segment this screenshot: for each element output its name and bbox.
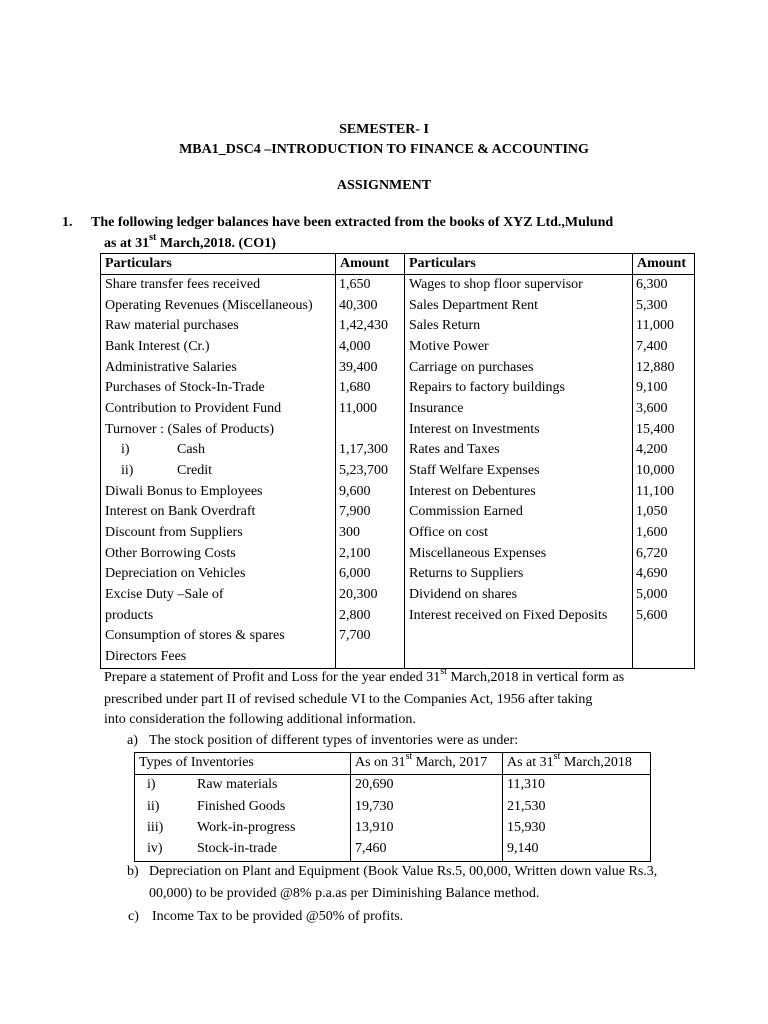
- particulars-cell: Diwali Bonus to Employees: [101, 482, 336, 503]
- amount-cell: [336, 420, 405, 441]
- amount-cell: 1,050: [633, 502, 695, 523]
- particulars-cell: [101, 461, 336, 482]
- particulars-cell: Discount from Suppliers: [101, 523, 336, 544]
- particulars-cell: [101, 440, 336, 461]
- inventory-type-text: Stock-in-trade: [197, 841, 278, 857]
- inventory-body: [135, 775, 651, 862]
- roman-numeral: ii): [147, 798, 160, 814]
- assignment-heading: ASSIGNMENT: [336, 178, 432, 193]
- value-2017-cell: 20,690: [351, 775, 503, 797]
- table-row: [101, 564, 695, 585]
- semester-heading: SEMESTER- I: [339, 122, 429, 137]
- table-row: [101, 606, 695, 627]
- inventory-type-text: Finished Goods: [197, 798, 286, 814]
- table-row: [101, 544, 695, 565]
- amount-cell: 11,100: [633, 482, 695, 503]
- inventory-header-2018: As at 31st March,2018: [503, 753, 651, 775]
- inventory-type-text: Raw materials: [197, 777, 278, 792]
- particulars-cell: Dividend on shares: [405, 585, 633, 606]
- particulars-cell: [405, 647, 633, 668]
- particulars-cell: Sales Department Rent: [405, 296, 633, 317]
- particulars-cell: Contribution to Provident Fund: [101, 399, 336, 420]
- particulars-cell: Rates and Taxes: [405, 440, 633, 461]
- particulars-cell: Administrative Salaries: [101, 358, 336, 379]
- particulars-cell: Interest on Bank Overdraft: [101, 502, 336, 523]
- table-row: [101, 337, 695, 358]
- ledger-header-row: [101, 254, 695, 275]
- amount-cell: 12,880: [633, 358, 695, 379]
- particulars-cell: Returns to Suppliers: [405, 564, 633, 585]
- ledger-balances-table: [100, 253, 695, 669]
- table-row: [101, 358, 695, 379]
- particulars-cell: Other Borrowing Costs: [101, 544, 336, 565]
- item-c-text: Income Tax to be provided @50% of profits.: [152, 909, 404, 924]
- amount-cell: 39,400: [336, 358, 405, 379]
- table-row: [101, 482, 695, 503]
- particulars-cell: Interest on Investments: [405, 420, 633, 441]
- amount-cell: 1,680: [336, 378, 405, 399]
- particulars-cell: Insurance: [405, 399, 633, 420]
- value-2018-cell: 15,930: [503, 818, 651, 839]
- question-number: 1.: [62, 215, 73, 230]
- particulars-cell: [405, 626, 633, 647]
- amount-cell: 11,000: [633, 316, 695, 337]
- amount-cell: 11,000: [336, 399, 405, 420]
- amount-cell: 7,700: [336, 626, 405, 647]
- ledger-body: [101, 275, 695, 669]
- table-row: [101, 275, 695, 296]
- amount-cell: [633, 647, 695, 668]
- table-row: [101, 647, 695, 668]
- amount-cell: 1,600: [633, 523, 695, 544]
- particulars-cell: Directors Fees: [101, 647, 336, 668]
- table-row: [101, 523, 695, 544]
- table-row: [101, 440, 695, 461]
- particulars-cell: products: [101, 606, 336, 627]
- amount-cell: 300: [336, 523, 405, 544]
- item-a-label: a): [127, 733, 138, 748]
- particulars-cell: Office on cost: [405, 523, 633, 544]
- header-particulars-left: Particulars: [101, 254, 336, 275]
- amount-cell: 4,000: [336, 337, 405, 358]
- inventory-type-text: Work-in-progress: [197, 819, 296, 835]
- particulars-cell: Commission Earned: [405, 502, 633, 523]
- value-2017-cell: 19,730: [351, 797, 503, 818]
- roman-numeral: iii): [147, 819, 164, 835]
- inventory-header-type: Types of Inventories: [135, 753, 351, 775]
- table-row: [101, 461, 695, 482]
- table-row: [101, 399, 695, 420]
- item-a-text: The stock position of different types of inventories were as under:: [149, 733, 519, 748]
- amount-cell: 6,300: [633, 275, 695, 296]
- particulars-cell: Raw material purchases: [101, 316, 336, 337]
- table-row: [101, 316, 695, 337]
- value-2018-cell: 11,310: [503, 775, 651, 797]
- amount-cell: 6,720: [633, 544, 695, 565]
- item-b-line-1: Depreciation on Plant and Equipment (Book Value Rs.5, 00,000, Written down value Rs.3,: [149, 864, 658, 879]
- amount-cell: 5,300: [633, 296, 695, 317]
- value-2018-cell: 9,140: [503, 839, 651, 861]
- particulars-cell: Share transfer fees received: [101, 275, 336, 296]
- item-c-label: c): [128, 909, 139, 924]
- particulars-cell: Depreciation on Vehicles: [101, 564, 336, 585]
- table-row: [101, 585, 695, 606]
- amount-cell: 5,000: [633, 585, 695, 606]
- table-row: [101, 502, 695, 523]
- amount-cell: 3,600: [633, 399, 695, 420]
- amount-cell: 2,100: [336, 544, 405, 565]
- amount-cell: 5,23,700: [336, 461, 405, 482]
- roman-numeral: ii): [121, 463, 134, 479]
- inventory-header-2017: As on 31st March, 2017: [351, 753, 503, 775]
- header-amount-right: Amount: [633, 254, 695, 275]
- table-row: [101, 626, 695, 647]
- item-b-line-2: 00,000) to be provided @8% p.a.as per Diminishing Balance method.: [149, 886, 540, 901]
- amount-cell: 1,42,430: [336, 316, 405, 337]
- amount-cell: 1,650: [336, 275, 405, 296]
- amount-cell: 2,800: [336, 606, 405, 627]
- amount-cell: 20,300: [336, 585, 405, 606]
- roman-numeral: iv): [147, 841, 163, 857]
- particulars-cell: Excise Duty –Sale of: [101, 585, 336, 606]
- particulars-text: Cash: [177, 442, 205, 458]
- particulars-cell: Turnover : (Sales of Products): [101, 420, 336, 441]
- particulars-cell: Interest on Debentures: [405, 482, 633, 503]
- table-row: [101, 378, 695, 399]
- amount-cell: 7,900: [336, 502, 405, 523]
- question-line-2: as at 31st March,2018. (CO1): [104, 232, 276, 251]
- instruction-line-1: Prepare a statement of Profit and Loss for the year ended 31st March,2018 in vertical form as: [104, 666, 625, 685]
- amount-cell: 6,000: [336, 564, 405, 585]
- particulars-cell: Staff Welfare Expenses: [405, 461, 633, 482]
- inventory-type-cell: [135, 839, 351, 861]
- question-line-1: The following ledger balances have been extracted from the books of XYZ Ltd.,Mulund: [91, 215, 614, 230]
- particulars-text: Credit: [177, 463, 212, 479]
- table-row: [135, 818, 651, 839]
- value-2017-cell: 7,460: [351, 839, 503, 861]
- particulars-cell: Interest received on Fixed Deposits: [405, 606, 633, 627]
- particulars-cell: Carriage on purchases: [405, 358, 633, 379]
- item-b-label: b): [127, 864, 139, 879]
- inventory-type-cell: [135, 818, 351, 839]
- particulars-cell: Consumption of stores & spares: [101, 626, 336, 647]
- particulars-cell: Operating Revenues (Miscellaneous): [101, 296, 336, 317]
- amount-cell: [336, 647, 405, 668]
- amount-cell: 10,000: [633, 461, 695, 482]
- amount-cell: 7,400: [633, 337, 695, 358]
- table-row: [101, 296, 695, 317]
- particulars-cell: Motive Power: [405, 337, 633, 358]
- particulars-cell: Purchases of Stock-In-Trade: [101, 378, 336, 399]
- instruction-line-3: into consideration the following additional information.: [104, 712, 416, 727]
- particulars-cell: Bank Interest (Cr.): [101, 337, 336, 358]
- inventory-type-cell: [135, 797, 351, 818]
- particulars-cell: Wages to shop floor supervisor: [405, 275, 633, 296]
- table-row: [135, 797, 651, 818]
- amount-cell: 5,600: [633, 606, 695, 627]
- header-particulars-right: Particulars: [405, 254, 633, 275]
- particulars-cell: Repairs to factory buildings: [405, 378, 633, 399]
- amount-cell: [633, 626, 695, 647]
- table-row: [101, 420, 695, 441]
- amount-cell: 15,400: [633, 420, 695, 441]
- inventory-header-row: [135, 753, 651, 775]
- amount-cell: 1,17,300: [336, 440, 405, 461]
- table-row: [135, 839, 651, 861]
- amount-cell: 40,300: [336, 296, 405, 317]
- instruction-line-2: prescribed under part II of revised schedule VI to the Companies Act, 1956 after taking: [104, 692, 593, 707]
- value-2018-cell: 21,530: [503, 797, 651, 818]
- table-row: [135, 775, 651, 797]
- amount-cell: 4,200: [633, 440, 695, 461]
- inventory-type-cell: [135, 775, 351, 797]
- inventory-table: [134, 752, 651, 862]
- header-amount-left: Amount: [336, 254, 405, 275]
- amount-cell: 9,600: [336, 482, 405, 503]
- roman-numeral: i): [147, 777, 156, 792]
- amount-cell: 9,100: [633, 378, 695, 399]
- particulars-cell: Miscellaneous Expenses: [405, 544, 633, 565]
- course-title: MBA1_DSC4 –INTRODUCTION TO FINANCE & ACCOUNTING: [179, 142, 589, 157]
- amount-cell: 4,690: [633, 564, 695, 585]
- roman-numeral: i): [121, 442, 130, 458]
- value-2017-cell: 13,910: [351, 818, 503, 839]
- particulars-cell: Sales Return: [405, 316, 633, 337]
